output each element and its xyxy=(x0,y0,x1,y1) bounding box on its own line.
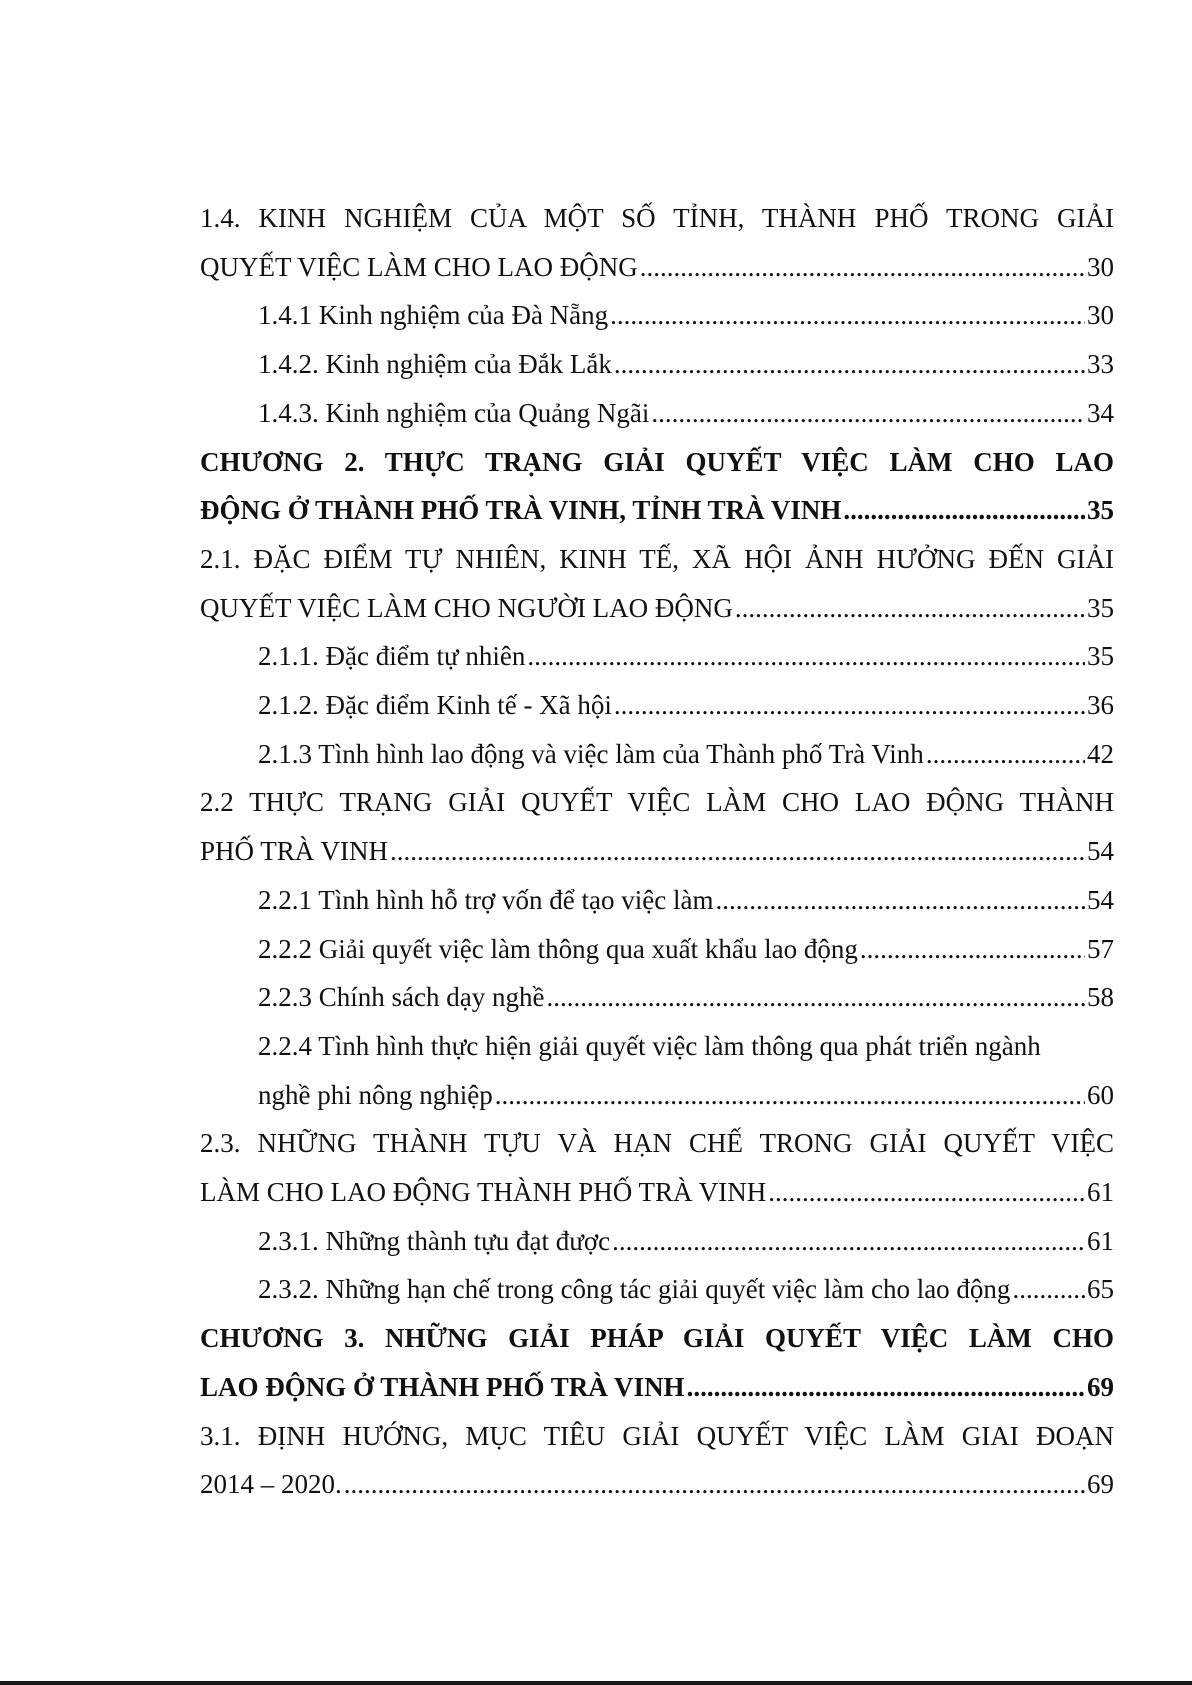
toc-entry-1-4-2[interactable] xyxy=(200,340,1114,389)
toc-entry-title: nghề phi nông nghiệp xyxy=(258,1079,493,1110)
toc-page-number: 65 xyxy=(1087,1274,1114,1305)
toc-entry-2-1-1[interactable] xyxy=(200,632,1114,681)
toc-entry-2-1[interactable] xyxy=(200,535,1114,632)
toc-entry-2-1-3[interactable] xyxy=(200,730,1114,779)
toc-page-number: 33 xyxy=(1087,349,1114,380)
dot-leader xyxy=(715,876,1085,925)
dot-leader xyxy=(768,1168,1085,1217)
toc-entry-leader-line xyxy=(258,876,1114,925)
dot-leader xyxy=(614,681,1085,730)
dot-leader xyxy=(1012,1265,1085,1314)
toc-entry-leader-line xyxy=(258,1071,1114,1120)
toc-entry-title: 1.4.3. Kinh nghiệm của Quảng Ngãi xyxy=(258,397,650,428)
toc-entry-2-2-2[interactable] xyxy=(200,925,1114,974)
toc-entry-title: 1.4.2. Kinh nghiệm của Đắk Lắk xyxy=(258,349,612,380)
toc-entry-chapter-2[interactable] xyxy=(200,438,1114,535)
toc-page-number: 58 xyxy=(1087,982,1114,1013)
toc-page-number: 36 xyxy=(1087,690,1114,721)
toc-entry-title: ĐỘNG Ở THÀNH PHỐ TRÀ VINH, TỈNH TRÀ VINH xyxy=(200,495,842,526)
dot-leader xyxy=(860,925,1085,974)
dot-leader xyxy=(640,243,1085,292)
toc-page-number: 69 xyxy=(1087,1469,1114,1500)
dot-leader xyxy=(390,827,1085,876)
toc-entry-leader-line xyxy=(200,584,1114,633)
toc-page-number: 57 xyxy=(1087,933,1114,964)
toc-entry-leader-line xyxy=(258,340,1114,389)
toc-page-number: 42 xyxy=(1087,738,1114,769)
toc-page-number: 60 xyxy=(1087,1079,1114,1110)
toc-entry-heading-line: 2.2.4 Tình hình thực hiện giải quyết việc làm thông qua phát triển ngành xyxy=(258,1030,1041,1061)
toc-entry-2-2-3[interactable] xyxy=(200,973,1114,1022)
toc-entry-leader-line xyxy=(258,730,1114,779)
toc-entry-leader-line xyxy=(200,486,1114,535)
toc-entry-leader-line xyxy=(258,973,1114,1022)
toc-page-number: 54 xyxy=(1087,884,1114,915)
toc-entry-heading-line: 2.1. ĐẶC ĐIỂM TỰ NHIÊN, KINH TẾ, XÃ HỘI ẢNH HƯỞNG ĐẾN GIẢI xyxy=(200,543,1114,574)
dot-leader xyxy=(610,291,1085,340)
toc-entry-1-4[interactable] xyxy=(200,194,1114,291)
toc-entry-2-2-4[interactable] xyxy=(200,1022,1114,1119)
dot-leader xyxy=(926,730,1085,779)
toc-entry-leader-line xyxy=(258,681,1114,730)
scan-bottom-edge xyxy=(0,1681,1192,1685)
toc-entry-title: QUYẾT VIỆC LÀM CHO LAO ĐỘNG xyxy=(200,251,638,282)
toc-entry-title: 1.4.1 Kinh nghiệm của Đà Nẵng xyxy=(258,300,609,331)
toc-page-number: 35 xyxy=(1087,641,1114,672)
toc-entry-heading-line: 2.2 THỰC TRẠNG GIẢI QUYẾT VIỆC LÀM CHO LAO ĐỘNG THÀNH xyxy=(200,787,1114,818)
toc-entry-heading-line: CHƯƠNG 2. THỰC TRẠNG GIẢI QUYẾT VIỆC LÀM CHO LAO xyxy=(200,446,1114,477)
toc-entry-2-1-2[interactable] xyxy=(200,681,1114,730)
toc-entry-heading-line: 3.1. ĐỊNH HƯỚNG, MỤC TIÊU GIẢI QUYẾT VIỆC LÀM GIAI ĐOẠN xyxy=(200,1420,1114,1451)
toc-entry-2-2[interactable] xyxy=(200,778,1114,875)
toc-entry-leader-line xyxy=(258,925,1114,974)
toc-entry-leader-line xyxy=(200,1363,1114,1412)
toc-page-number: 69 xyxy=(1087,1371,1114,1402)
toc-entry-leader-line xyxy=(200,243,1114,292)
dot-leader xyxy=(546,973,1085,1022)
toc-page-number: 30 xyxy=(1087,300,1114,331)
toc-entry-leader-line xyxy=(258,291,1114,340)
toc-entry-2-3-2[interactable] xyxy=(200,1265,1114,1314)
toc-entry-title: 2.1.2. Đặc điểm Kinh tế - Xã hội xyxy=(258,690,612,721)
toc-entry-title: 2.2.3 Chính sách dạy nghề xyxy=(258,982,545,1013)
dot-leader xyxy=(843,486,1085,535)
toc-entry-2-3-1[interactable] xyxy=(200,1217,1114,1266)
toc-page-number: 61 xyxy=(1087,1225,1114,1256)
toc-entry-leader-line xyxy=(200,1460,1114,1509)
toc-entry-title: 2014 – 2020. xyxy=(200,1469,342,1500)
toc-entry-title: 2.1.1. Đặc điểm tự nhiên xyxy=(258,641,526,672)
toc-entry-1-4-1[interactable] xyxy=(200,291,1114,340)
dot-leader xyxy=(614,340,1085,389)
toc-entry-title: PHỐ TRÀ VINH xyxy=(200,836,389,867)
toc-entry-leader-line xyxy=(258,389,1114,438)
dot-leader xyxy=(612,1217,1085,1266)
toc-entry-heading-line: 2.3. NHỮNG THÀNH TỰU VÀ HẠN CHẾ TRONG GIẢI QUYẾT VIỆC xyxy=(200,1128,1114,1159)
toc-entry-leader-line xyxy=(200,1168,1114,1217)
toc-entry-title: LÀM CHO LAO ĐỘNG THÀNH PHỐ TRÀ VINH xyxy=(200,1177,767,1208)
toc-page-number: 54 xyxy=(1087,836,1114,867)
toc-entry-title: 2.3.1. Những thành tựu đạt được xyxy=(258,1225,611,1256)
toc-entry-2-2-1[interactable] xyxy=(200,876,1114,925)
toc-entry-title: 2.2.2 Giải quyết việc làm thông qua xuất khẩu lao động xyxy=(258,933,858,964)
toc-entry-heading-line: 1.4. KINH NGHIỆM CỦA MỘT SỐ TỈNH, THÀNH PHỐ TRONG GIẢI xyxy=(200,203,1114,233)
toc-page-number: 30 xyxy=(1087,251,1114,282)
toc-entry-title: QUYẾT VIỆC LÀM CHO NGƯỜI LAO ĐỘNG xyxy=(200,592,733,623)
dot-leader xyxy=(527,632,1085,681)
toc-entry-title: LAO ĐỘNG Ở THÀNH PHỐ TRÀ VINH xyxy=(200,1371,685,1402)
toc-entry-title: 2.3.2. Những hạn chế trong công tác giải quyết việc làm cho lao động xyxy=(258,1274,1011,1305)
toc-page-number: 34 xyxy=(1087,397,1114,428)
table-of-contents xyxy=(200,194,1114,1509)
dot-leader xyxy=(344,1460,1085,1509)
toc-page-number: 61 xyxy=(1087,1177,1114,1208)
toc-page-number: 35 xyxy=(1087,592,1114,623)
toc-entry-leader-line xyxy=(258,1265,1114,1314)
dot-leader xyxy=(651,389,1085,438)
dot-leader xyxy=(687,1363,1085,1412)
toc-entry-2-3[interactable] xyxy=(200,1119,1114,1216)
toc-entry-chapter-3[interactable] xyxy=(200,1314,1114,1411)
toc-entry-title: 2.1.3 Tình hình lao động và việc làm của Thành phố Trà Vinh xyxy=(258,738,924,769)
toc-entry-1-4-3[interactable] xyxy=(200,389,1114,438)
toc-entry-heading-line: CHƯƠNG 3. NHỮNG GIẢI PHÁP GIẢI QUYẾT VIỆC LÀM CHO xyxy=(200,1323,1114,1354)
toc-entry-leader-line xyxy=(258,632,1114,681)
toc-entry-leader-line xyxy=(200,827,1114,876)
dot-leader xyxy=(735,584,1085,633)
toc-entry-leader-line xyxy=(258,1217,1114,1266)
toc-entry-title: 2.2.1 Tình hình hỗ trợ vốn để tạo việc làm xyxy=(258,884,714,915)
toc-entry-3-1[interactable] xyxy=(200,1412,1114,1509)
dot-leader xyxy=(495,1071,1085,1120)
toc-page-number: 35 xyxy=(1087,495,1114,526)
